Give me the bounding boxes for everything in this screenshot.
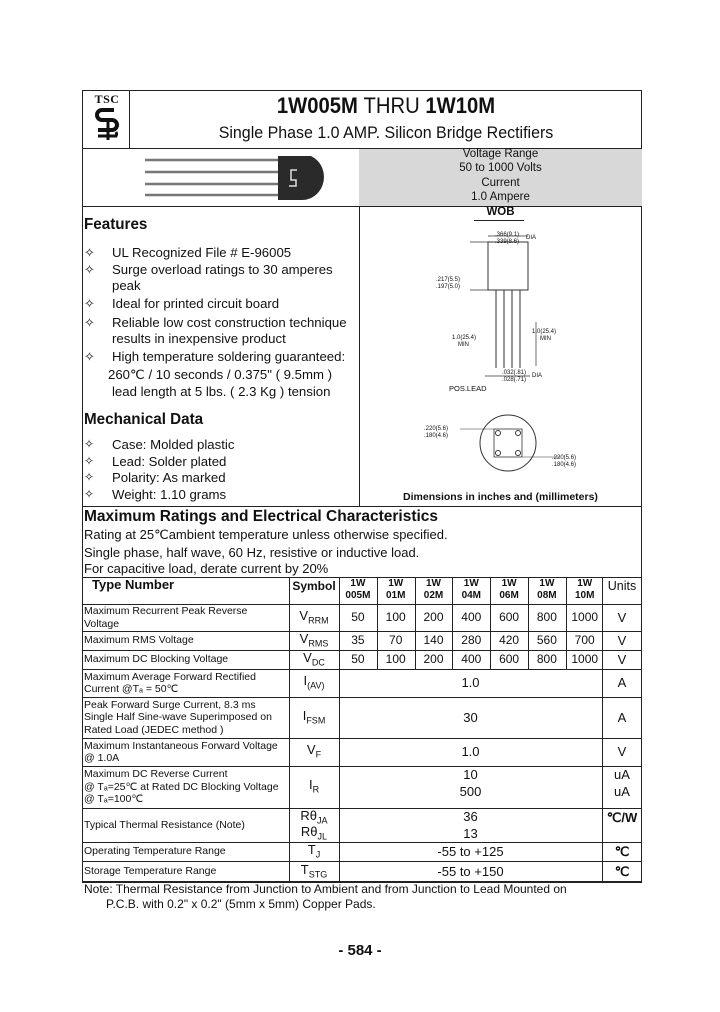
symbol — [289, 707, 339, 727]
page-title: 1W005M THRU 1W10M — [276, 93, 496, 118]
table-cell: 36 — [463, 809, 478, 824]
dim-label: .220(5.6) — [424, 426, 449, 432]
symbol — [289, 826, 339, 843]
diamond-bullet-icon: ✧ — [84, 454, 95, 468]
feature-text: Ideal for printed circuit board — [112, 296, 280, 311]
table-cell: 1000 — [571, 609, 599, 624]
diamond-bullet-icon: ✧ — [84, 470, 95, 484]
table-cell: 1.0 — [461, 675, 480, 690]
symbol — [289, 861, 339, 881]
diamond-bullet-icon: ✧ — [84, 262, 95, 277]
features-heading: Features — [84, 216, 148, 233]
voltage-range-value: 50 to 1000 Volts — [459, 162, 542, 174]
feature-text: Surge overload ratings to 30 amperes — [112, 262, 333, 277]
symbol-sub: DC — [311, 657, 325, 668]
symbol-main: Rθ — [300, 808, 318, 823]
symbol-main: V — [306, 742, 316, 757]
unit-cell: A — [617, 709, 627, 725]
symbol-sub: R — [312, 784, 320, 795]
unit-cell: V — [617, 651, 627, 667]
logo-divider — [129, 90, 130, 149]
pos-lead-label: POS.LEAD — [449, 384, 487, 393]
dim-label: MIN — [458, 342, 469, 348]
dim-label: .339(8.6) — [495, 239, 520, 245]
symbol-main: T — [307, 841, 316, 857]
symbol — [289, 841, 339, 861]
symbol — [289, 630, 339, 650]
param-label: Voltage — [84, 617, 120, 630]
diamond-bullet-icon: ✧ — [84, 245, 95, 260]
param-label: Maximum Recurrent Peak Reverse — [84, 605, 248, 617]
table-cell: 50 — [351, 609, 365, 624]
table-cell: 800 — [536, 609, 557, 624]
part-number-header: 1W — [463, 578, 479, 589]
table-cell: -55 to +125 — [437, 843, 504, 859]
symbol — [289, 607, 339, 627]
unit-cell: ℃ — [614, 843, 630, 859]
dim-label: .220(5.6) — [552, 455, 577, 461]
feature-text: lead length at 5 lbs. ( 2.3 Kg ) tension — [112, 384, 331, 399]
diamond-bullet-icon: ✧ — [84, 315, 95, 330]
dim-label: .032(.81) — [502, 370, 527, 376]
table-cell: 35 — [351, 632, 365, 647]
param-label: Storage Temperature Range — [84, 865, 217, 878]
part-number-header: 06M — [499, 590, 519, 601]
param-label: Rated Load (JEDEC method ) — [84, 723, 224, 736]
table-rule — [82, 861, 642, 862]
part-number-header: 02M — [423, 590, 444, 601]
table-cell: 1000 — [571, 651, 599, 666]
symbol-main: V — [303, 649, 312, 665]
table-cell: 600 — [499, 609, 520, 624]
part-number-header: 1W — [539, 578, 555, 589]
dim-label: .028(.71) — [502, 377, 527, 383]
table-cell: 70 — [389, 632, 403, 647]
mechanical-text: Case: Molded plastic — [112, 437, 235, 452]
symbol-sub: J — [315, 849, 321, 860]
symbol-main: I — [303, 673, 308, 688]
diamond-bullet-icon: ✧ — [84, 349, 95, 364]
diamond-bullet-icon: ✧ — [84, 296, 95, 311]
symbol-main: I — [308, 777, 313, 792]
mechanical-text: Lead: Solder plated — [112, 454, 227, 469]
footnote-line: P.C.B. with 0.2" x 0.2" (5mm x 5mm) Copper Pads. — [106, 897, 376, 911]
ratings-heading: Maximum Ratings and Electrical Characteristics — [84, 508, 439, 525]
part-number-header: 1W — [501, 578, 517, 589]
col-units-header: Units — [607, 579, 637, 593]
param-label: @ Tₐ=100℃ — [84, 793, 144, 806]
table-cell: 50 — [351, 651, 365, 666]
unit-cell: uA — [614, 784, 630, 799]
dim-label: DIA — [532, 373, 543, 379]
dim-label: .180(4.6) — [552, 462, 577, 468]
feature-text: High temperature soldering guaranteed: — [112, 349, 346, 364]
feature-text: results in inexpensive product — [112, 331, 286, 346]
current-value: 1.0 Ampere — [471, 191, 530, 203]
section-divider — [82, 506, 642, 507]
table-cell: 600 — [499, 651, 520, 666]
unit-cell: A — [617, 675, 627, 690]
symbol-sub: JL — [317, 831, 328, 842]
symbol — [289, 779, 339, 796]
ratings-note: Rating at 25℃ambient temperature unless otherwise specified. — [84, 527, 448, 542]
diamond-bullet-icon: ✧ — [84, 487, 95, 501]
part-number-header: 10M — [574, 590, 595, 601]
dim-label: .366(9.1) — [495, 232, 520, 238]
symbol-sub: (AV) — [307, 680, 325, 691]
dim-label: .217(5.5) — [436, 277, 461, 283]
part-number-header: 1W — [350, 578, 366, 589]
symbol-sub: RRM — [308, 615, 329, 626]
feature-text: UL Recognized File # E-96005 — [112, 245, 292, 260]
table-cell: 500 — [459, 784, 482, 799]
table-cell: 140 — [423, 632, 444, 647]
page-number: - 584 - — [338, 942, 382, 959]
param-label: Typical Thermal Resistance (Note) — [84, 818, 245, 831]
current-label: Current — [481, 177, 520, 189]
table-cell: 100 — [385, 651, 406, 666]
feature-text: peak — [112, 278, 141, 293]
symbol-sub: STG — [308, 869, 328, 880]
symbol-main: T — [300, 861, 309, 877]
symbol-main: V — [299, 630, 309, 646]
symbol-sub: JA — [317, 815, 328, 826]
col-type-header: Type Number — [92, 577, 175, 592]
package-drawing — [400, 226, 600, 396]
package-underline — [474, 220, 524, 221]
tsc-logo-icon — [92, 106, 124, 142]
dim-label: MIN — [540, 336, 551, 342]
ratings-note: Single phase, half wave, 60 Hz, resistive or inductive load. — [84, 545, 420, 560]
param-label: @ 1.0A — [84, 752, 120, 764]
unit-cell: V — [617, 632, 627, 648]
param-label: Maximum DC Blocking Voltage — [84, 653, 229, 666]
symbol — [289, 649, 339, 669]
mechanical-heading: Mechanical Data — [84, 411, 204, 428]
table-cell: 10 — [463, 767, 478, 782]
part-number-header: 1W — [577, 578, 593, 589]
table-cell: 1.0 — [461, 744, 480, 759]
feature-text: 260℃ / 10 seconds / 0.375" ( 9.5mm ) — [108, 367, 333, 382]
table-cell: 400 — [461, 651, 482, 666]
part-number-header: 04M — [461, 590, 482, 601]
part-number-header: 1W — [388, 578, 404, 589]
footnote-line: Note: Thermal Resistance from Junction to Ambient and from Junction to Lead Mounted on — [84, 882, 567, 896]
dim-label: .197(5.0) — [436, 284, 461, 290]
unit-cell: ℃ — [614, 863, 630, 879]
ratings-note: For capacitive load, derate current by 20% — [84, 561, 329, 576]
dim-label: 1.0(25.4) — [532, 329, 557, 335]
table-cell: 420 — [499, 632, 520, 647]
table-cell: 800 — [536, 651, 557, 666]
dim-label: .180(4.6) — [424, 433, 449, 439]
param-label: Single Half Sine-wave Superimposed on — [84, 711, 272, 724]
table-cell: 700 — [574, 632, 595, 647]
dim-label: 1.0(25.4) — [452, 335, 477, 341]
part-number-header: 1W — [425, 578, 441, 589]
param-label: @ Tₐ=25℃ at Rated DC Blocking Voltage — [84, 780, 279, 793]
param-label: Peak Forward Surge Current, 8.3 ms — [84, 698, 256, 711]
symbol — [289, 675, 339, 692]
table-cell: 200 — [423, 609, 444, 624]
part-number-header: 01M — [385, 590, 406, 601]
param-label: Maximum RMS Voltage — [84, 634, 194, 647]
dim-label: DIA — [526, 235, 537, 241]
brand-text: TSC — [94, 92, 120, 106]
part-number-header: 08M — [537, 590, 557, 601]
bridge-rectifier-image — [140, 156, 340, 200]
mechanical-text: Weight: 1.10 grams — [112, 487, 227, 502]
unit-cell: V — [617, 744, 627, 759]
symbol-main: Rθ — [300, 824, 318, 839]
symbol-main: I — [302, 707, 307, 723]
unit-cell: V — [617, 609, 627, 625]
mechanical-text: Polarity: As marked — [112, 470, 226, 485]
bottom-view-drawing — [440, 405, 580, 490]
table-cell: 13 — [463, 826, 478, 841]
symbol — [289, 744, 339, 761]
voltage-range-label: Voltage Range — [462, 148, 539, 160]
table-cell: 30 — [463, 709, 478, 725]
param-label: Current @Tₐ = 50℃ — [84, 683, 179, 695]
table-cell: 400 — [461, 609, 482, 624]
part-number-header: 005M — [345, 590, 371, 601]
table-cell: 100 — [385, 609, 406, 624]
table-cell: 280 — [461, 632, 482, 647]
page-subtitle: Single Phase 1.0 AMP. Silicon Bridge Rectifiers — [218, 123, 554, 142]
dimensions-caption: Dimensions in inches and (millimeters) — [403, 491, 598, 503]
diamond-bullet-icon: ✧ — [84, 437, 95, 451]
unit-cell: uA — [614, 767, 630, 782]
table-cell: 200 — [423, 651, 444, 666]
param-label: Maximum Average Forward Rectified — [84, 670, 256, 683]
symbol-sub: F — [315, 749, 322, 760]
unit-cell: ℃/W — [606, 810, 638, 825]
table-cell: 560 — [536, 632, 557, 647]
col-symbol-header: Symbol — [292, 579, 336, 593]
symbol-sub: FSM — [306, 715, 326, 726]
table-cell: -55 to +150 — [437, 863, 504, 879]
package-name: WOB — [486, 206, 515, 218]
symbol-main: V — [299, 607, 309, 623]
param-label: Maximum DC Reverse Current — [84, 768, 228, 781]
symbol-sub: RMS — [308, 638, 329, 649]
param-label: Operating Temperature Range — [84, 845, 226, 858]
param-label: Maximum Instantaneous Forward Voltage — [84, 739, 278, 752]
feature-text: Reliable low cost construction technique — [112, 315, 347, 330]
